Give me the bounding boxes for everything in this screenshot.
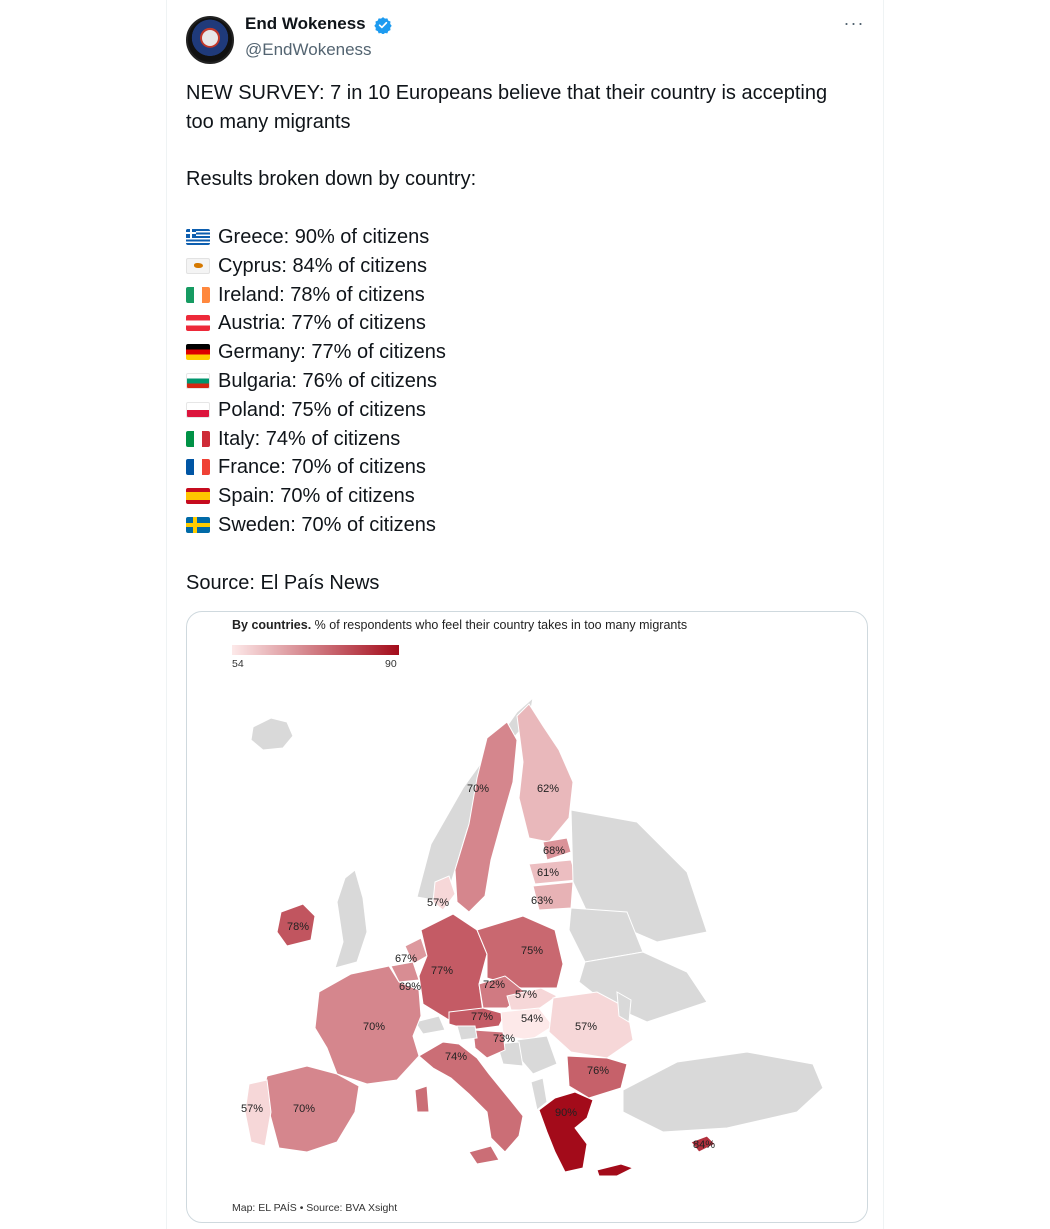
map-label-czechia: 72% — [483, 979, 506, 991]
country-iceland — [251, 718, 293, 750]
list-item-text: Bulgaria: 76% of citizens — [218, 369, 438, 392]
more-dots-icon[interactable]: ··· — [843, 13, 865, 33]
map-label-france: 70% — [363, 1021, 386, 1033]
country-sardinia — [415, 1086, 429, 1112]
legend-max-label: 90 — [385, 658, 397, 670]
display-name[interactable]: End Wokeness — [245, 14, 366, 33]
map-label-austria: 77% — [471, 1011, 494, 1023]
country-poland — [477, 916, 563, 988]
list-item-text: Greece: 90% of citizens — [218, 225, 430, 248]
map-label-slovakia: 57% — [515, 989, 538, 1001]
ireland-flag-icon — [186, 287, 210, 303]
map-label-spain: 70% — [293, 1103, 316, 1115]
tweet-text — [186, 79, 856, 597]
list-item-text: Austria: 77% of citizens — [218, 312, 426, 335]
list-item — [186, 281, 856, 310]
map-title-rest: % of respondents who feel their country takes in too many migrants — [311, 618, 688, 632]
list-item-text: Sweden: 70% of citizens — [218, 513, 436, 536]
map-label-denmark: 57% — [427, 897, 450, 909]
map-label-poland: 75% — [521, 945, 544, 957]
tweet-headline: NEW SURVEY: 7 in 10 Europeans believe that their country is accepting too many migrants — [186, 82, 828, 133]
list-item — [186, 453, 856, 482]
map-label-italy: 74% — [445, 1051, 468, 1063]
tweet-source: Source: El País News — [186, 571, 380, 594]
user-handle[interactable]: @EndWokeness — [245, 40, 372, 59]
map-label-bulgaria: 76% — [587, 1065, 610, 1077]
map-label-latvia: 61% — [537, 867, 560, 879]
list-item-text: France: 70% of citizens — [218, 456, 426, 479]
sweden-flag-icon — [186, 517, 210, 533]
germany-flag-icon — [186, 344, 210, 360]
list-item — [186, 425, 856, 454]
map-label-portugal: 57% — [241, 1103, 264, 1115]
list-item-text: Ireland: 78% of citizens — [218, 283, 425, 306]
map-label-netherlands: 67% — [395, 953, 418, 965]
country-greece — [539, 1092, 593, 1172]
map-label-finland: 62% — [537, 783, 560, 795]
europe-map — [187, 612, 867, 1222]
list-item-text: Spain: 70% of citizens — [218, 485, 415, 508]
map-credit: Map: EL PAÍS • Source: BVA Xsight — [232, 1202, 398, 1214]
avatar[interactable] — [186, 16, 234, 64]
country-serbia — [517, 1036, 557, 1074]
country-crete — [597, 1164, 633, 1176]
verified-badge-icon — [374, 16, 392, 34]
map-label-romania: 57% — [575, 1021, 598, 1033]
spain-flag-icon — [186, 488, 210, 504]
map-label-hungary: 54% — [521, 1013, 544, 1025]
tweet-subheading: Results broken down by country: — [186, 168, 477, 191]
map-label-germany: 77% — [431, 965, 454, 977]
map-title-bold: By countries. — [232, 618, 312, 632]
country-uk — [335, 870, 367, 968]
list-item-text: Italy: 74% of citizens — [218, 427, 401, 450]
list-item-text: Poland: 75% of citizens — [218, 398, 426, 421]
country-turkey — [623, 1052, 823, 1132]
map-label-lithuania: 63% — [531, 895, 554, 907]
list-item — [186, 511, 856, 540]
country-slovenia — [457, 1026, 477, 1040]
italy-flag-icon — [186, 431, 210, 447]
list-item — [186, 338, 856, 367]
list-item — [186, 252, 856, 281]
map-image-card[interactable] — [186, 611, 868, 1223]
cyprus-flag-icon — [186, 258, 210, 274]
country-finland — [517, 704, 573, 842]
map-label-belgium: 69% — [399, 981, 422, 993]
map-label-sweden: 70% — [467, 783, 490, 795]
map-label-ireland: 78% — [287, 921, 310, 933]
bulgaria-flag-icon — [186, 373, 210, 389]
list-item — [186, 309, 856, 338]
country-sicily — [469, 1146, 499, 1164]
list-item — [186, 482, 856, 511]
list-item-text: Germany: 77% of citizens — [218, 341, 446, 364]
country-bulgaria — [567, 1056, 627, 1098]
list-item-text: Cyprus: 84% of citizens — [218, 254, 427, 277]
list-item — [186, 367, 856, 396]
map-label-estonia: 68% — [543, 845, 566, 857]
poland-flag-icon — [186, 402, 210, 418]
austria-flag-icon — [186, 315, 210, 331]
map-label-croatia: 73% — [493, 1033, 516, 1045]
list-item — [186, 396, 856, 425]
map-label-cyprus: 84% — [693, 1139, 716, 1151]
legend-min-label: 54 — [232, 658, 244, 670]
list-item — [186, 223, 856, 252]
france-flag-icon — [186, 459, 210, 475]
map-label-greece: 90% — [555, 1107, 578, 1119]
greece-flag-icon — [186, 229, 210, 245]
